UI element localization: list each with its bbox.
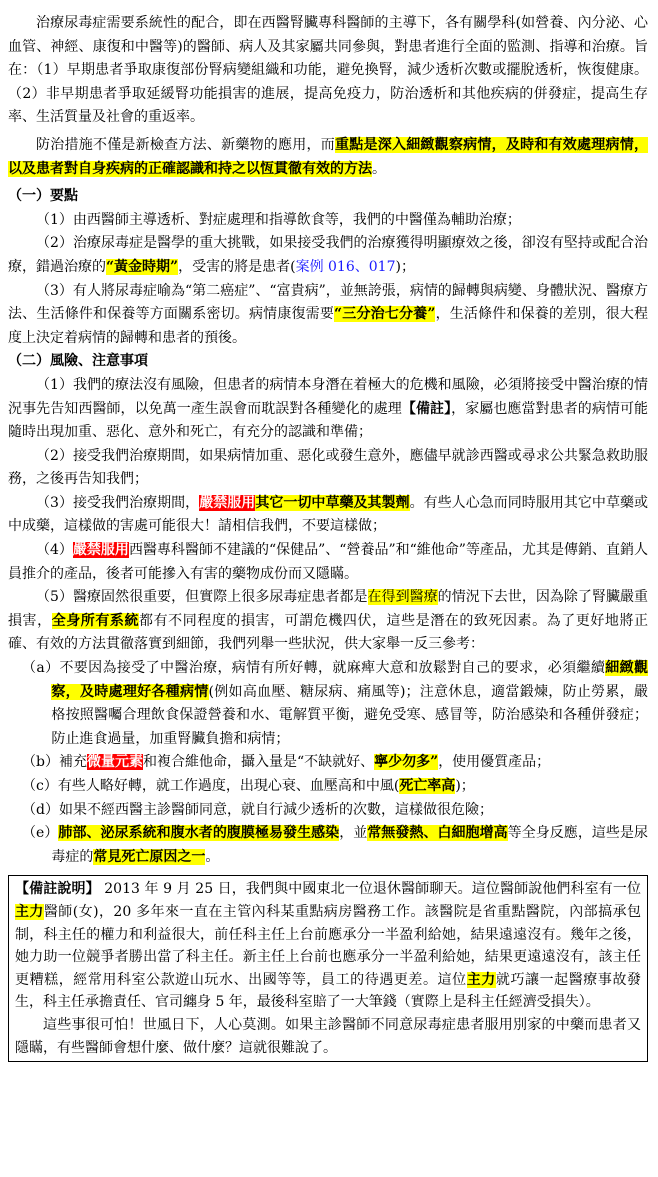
highlight-receiving-care: 在得到醫療 [367, 589, 438, 606]
warning-strictly-forbidden: 嚴禁服用 [72, 542, 129, 559]
note-paragraph-2: 這些事很可怕！世風日下，人心莫測。如果主診醫師不同意尿毒症患者服用別家的中藥而患者又隱瞞，有些醫師會想什麼、做什麼？這就很難說了。 [15, 1016, 641, 1056]
intro-text: 治療尿毒症需要系統性的配合，即在西醫腎臟專科醫師的主導下，各有關學科(如營養、內分泌、心血管、神經、康復和中醫等)的醫師、病人及其家屬共同參與，對患者進行全面的監測、指導和治療。旨在：（1）早期患者爭取康復部份腎病變組織和功能，避免換腎，減少透析次數或擺脫透析，恢復健康。（2）非早期患者爭取延緩腎功能損害的進展，提高免疫力，防治透析和其他疾病的併發症，提高生存率、生活質量及社會的重返率。 [8, 15, 648, 126]
intro-paragraph-1 [8, 12, 648, 130]
section-1-item-3: （3）有人將尿毒症喻為“第二癌症”、“富貴病”，並無誇張，病情的歸轉與病變、身體狀況、醫療方法、生活條件和保養等方面關系密切。病情康復需要“三分治七分養”，生活條件和保養的差別，很大程度上決定着病情的歸轉和患者的預後。 [8, 282, 649, 346]
section-2-item-3: （3）接受我們治療期間，嚴禁服用其它一切中草藥及其製劑。有些人心急而同時服用其它中草藥或中成藥，這樣做的害處可能很大！請相信我們，不要這樣做； [8, 494, 649, 535]
highlight-careful-observation: 細緻觀察，及時處理好各種病情 [51, 660, 648, 700]
section-2-item-4: （4）嚴禁服用西醫專科醫師不建議的“保健品”、“營養品”和“維他命”等產品，尤其是傳銷、直銷人員推介的產品，後者可能摻入有害的藥物成份而又隱瞞。 [8, 542, 648, 582]
note-box [8, 875, 648, 1062]
highlight-three-seven: “三分治七分養” [334, 306, 436, 323]
highlight-high-mortality: 死亡率高 [399, 778, 456, 794]
section-2-item-1: （1）我們的療法沒有風險，但患者的病情本身潛在着極大的危機和風險，必須將接受中醫治療的情況事先告知西醫師，以免萬一產生誤會而耽誤對各種變化的處理【備註】，家屬也應當對患者的病情可能隨時出現加重、惡化、意外和死亡，有充分的認識和準備； [8, 376, 649, 441]
highlight-herbal-drugs: 其它一切中草藥及其製劑 [255, 494, 410, 511]
note-paragraph-1: 【備註說明】 2013 年 9 月 25 日，我們與中國東北一位退休醫師聊天。這位醫師說他們科室有一位主力醫師(女)，20 多年來一直在主管內科某重點病房醫務工作。該醫院是省重點醫院，內部搞承包制，科主任的權力和利益很大，前任科主任上台前應承分一半盈利給她，結果遠遠沒有。幾年之後，她力助一位競爭者勝出當了科主任。新主任上台前也應承分一半盈利給她，結果更遠遠沒有，該主任更糟糕，經常用科室公款遊山玩水、出國等等，員工的待遇更差。這位主力就巧讓一起醫療事故發生，科主任承擔責任、官司纏身 5 年，最後科室賠了一大筆錢（實際上是科主任經濟受損失）。 [15, 881, 642, 1011]
highlight-less-better: 寧少勿多” [374, 754, 439, 771]
sub-item-c: （c）有些人略好轉，就工作過度，出現心衰、血壓高和中風(死亡率高)； [22, 778, 475, 794]
sub-item-a: （a）不要因為接受了中醫治療，病情有所好轉，就麻痺大意和放鬆對自己的要求，必須繼續細緻觀察，及時處理好各種病情(例如高血壓、糖尿病、痛風等)；注意休息，適當鍛煉，防止勞累，嚴格按照醫囑合理飲食保證營養和水、電解質平衡，避免受寒、感冒等，防治感染和各種併發症；防止進食過量，加重腎臟負擔和病情； [22, 660, 648, 747]
highlight-infection: 肺部、泌尿系統和腹水者的腹膜極易發生感染 [58, 825, 340, 842]
section-1-item-1: （1）由西醫師主導透析、對症處理和指導飲食等，我們的中醫僅為輔助治療； [36, 211, 521, 228]
highlight-death-cause: 常見死亡原因之一 [93, 848, 206, 865]
highlight-no-fever: 常無發熱、白細胞增高 [367, 825, 508, 842]
warning-trace-elements: 微量元素 [86, 754, 143, 771]
intro-paragraph-2: 防治措施不僅是新檢查方法、新藥物的應用，而重點是深入細緻觀察病情，及時和有效處理病情，以及患者對自身疾病的正確認識和持之以恆貫徹有效的方法。 [8, 136, 648, 177]
sub-item-e: （e）肺部、泌尿系統和腹水者的腹膜極易發生感染，並常無發熱、白細胞增高等全身反應，這些是尿毒症的常見死亡原因之一。 [22, 825, 649, 865]
section-1-heading: （一）要點 [8, 188, 78, 205]
highlight-main-force: 主力 [466, 971, 496, 988]
highlight-main-force: 主力 [15, 903, 44, 920]
highlight-all-systems: 全身所有系統 [51, 612, 140, 629]
highlight-golden-period: “黃金時期” [106, 258, 179, 275]
note-label: 【備註說明】 [15, 881, 100, 898]
section-2-item-5: （5）醫療固然很重要，但實際上很多尿毒症患者都是在得到醫療的情況下去世，因為除了腎臟嚴重損害，全身所有系統都有不同程度的損害，可謂危機四伏，這些是潛在的致死因素。為了更好地將正確、有效的方法貫徹落實到細節，我們列舉一些狀況，供大家舉一反三參考： [8, 589, 649, 653]
section-2-heading: （二）風險、注意事項 [8, 353, 148, 370]
section-2-item-2: （2）接受我們治療期間，如果病情加重、惡化或發生意外，應儘早就診西醫或尋求公共緊急救助服務，之後再告知我們； [8, 447, 648, 488]
warning-strictly-forbidden: 嚴禁服用 [199, 494, 256, 511]
case-reference-link[interactable]: 案例 016、017 [295, 258, 396, 275]
section-1-item-2: （2）治療尿毒症是醫學的重大挑戰，如果接受我們的治療獲得明顯療效之後，卻沒有堅持或配合治療，錯過治療的“黃金時期”，受害的將是患者(案例 016、017)； [8, 235, 648, 275]
highlight-key-point: 重點是深入細緻觀察病情，及時和有效處理病情，以及患者對自身疾病的正確認識和持之以恆貫徹有效的方法 [8, 136, 648, 177]
note-reference: 【備註】 [401, 400, 452, 417]
sub-item-b: （b）補充微量元素和複合維他命，攝入量是“不缺就好、寧少勿多”，使用優質產品； [22, 754, 551, 771]
sub-item-d: （d）如果不經西醫主診醫師同意，就自行減少透析的次數，這樣做很危險； [22, 801, 493, 818]
